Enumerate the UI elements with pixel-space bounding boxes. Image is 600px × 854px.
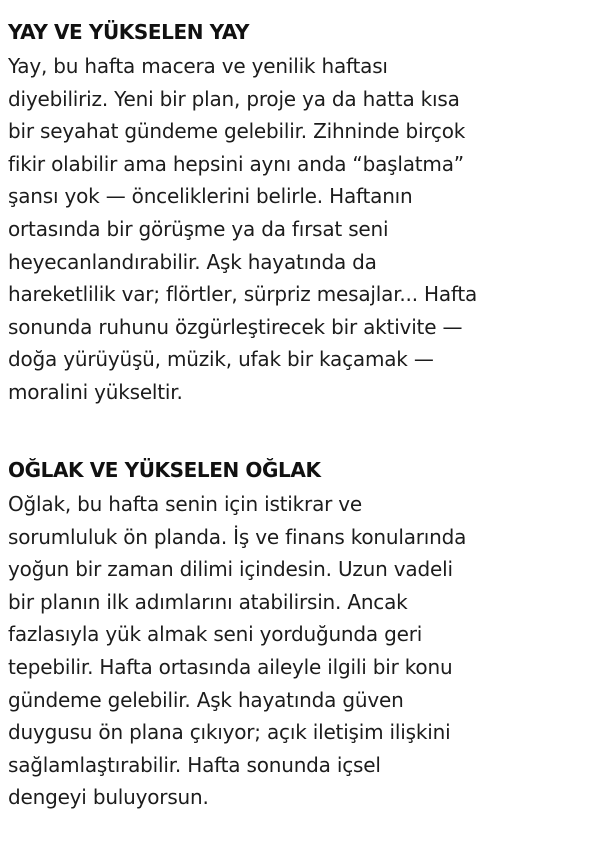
- section-oglak: [8, 452, 594, 814]
- paragraph-line: ortasında bir görüşme ya da fırsat seni: [8, 216, 389, 241]
- paragraph-line: Yay, bu hafta macera ve yenilik haftası: [8, 54, 388, 78]
- paragraph-line: diyebiliriz. Yeni bir plan, proje ya da hatta kısa: [8, 86, 460, 111]
- section-heading: YAY VE YÜKSELEN YAY: [8, 20, 250, 44]
- paragraph-line: tepebilir. Hafta ortasında aileyle ilgili bir konu: [8, 654, 453, 679]
- section-paragraph: [8, 50, 594, 409]
- paragraph-line: moralini yükseltir.: [8, 379, 183, 404]
- paragraph-line: sağlamlaştırabilir. Hafta sonunda içsel: [8, 752, 381, 777]
- section-paragraph: [8, 488, 594, 814]
- paragraph-line: hareketlilik var; flörtler, sürpriz mesajlar... Hafta: [8, 282, 478, 307]
- paragraph-line: Oğlak, bu hafta senin için istikrar ve: [8, 492, 363, 516]
- paragraph-line: fazlasıyla yük almak seni yorduğunda geri: [8, 622, 423, 647]
- paragraph-line: bir seyahat gündeme gelebilir. Zihninde birçok: [8, 119, 466, 144]
- paragraph-line: doğa yürüyüşü, müzik, ufak bir kaçamak —: [8, 347, 434, 372]
- paragraph-line: yoğun bir zaman dilimi içindesin. Uzun vadeli: [8, 557, 453, 582]
- paragraph-line: sorumluluk ön planda. İş ve finans konularında: [8, 524, 467, 549]
- paragraph-line: gündeme gelebilir. Aşk hayatında güven: [8, 687, 404, 712]
- paragraph-line: bir planın ilk adımlarını atabilirsin. Ancak: [8, 589, 408, 614]
- paragraph-line: duygusu ön plana çıkıyor; açık iletişim ilişkini: [8, 720, 451, 745]
- paragraph-line: fikir olabilir ama hepsini aynı anda “başlatma”: [8, 151, 464, 176]
- paragraph-line: sonunda ruhunu özgürleştirecek bir aktivite —: [8, 314, 463, 339]
- section-yay: [8, 14, 594, 409]
- paragraph-line: şansı yok — önceliklerini belirle. Haftanın: [8, 184, 413, 209]
- paragraph-line: dengeyi buluyorsun.: [8, 785, 209, 810]
- paragraph-line: heyecanlandırabilir. Aşk hayatında da: [8, 249, 377, 274]
- section-heading: OĞLAK VE YÜKSELEN OĞLAK: [8, 458, 321, 482]
